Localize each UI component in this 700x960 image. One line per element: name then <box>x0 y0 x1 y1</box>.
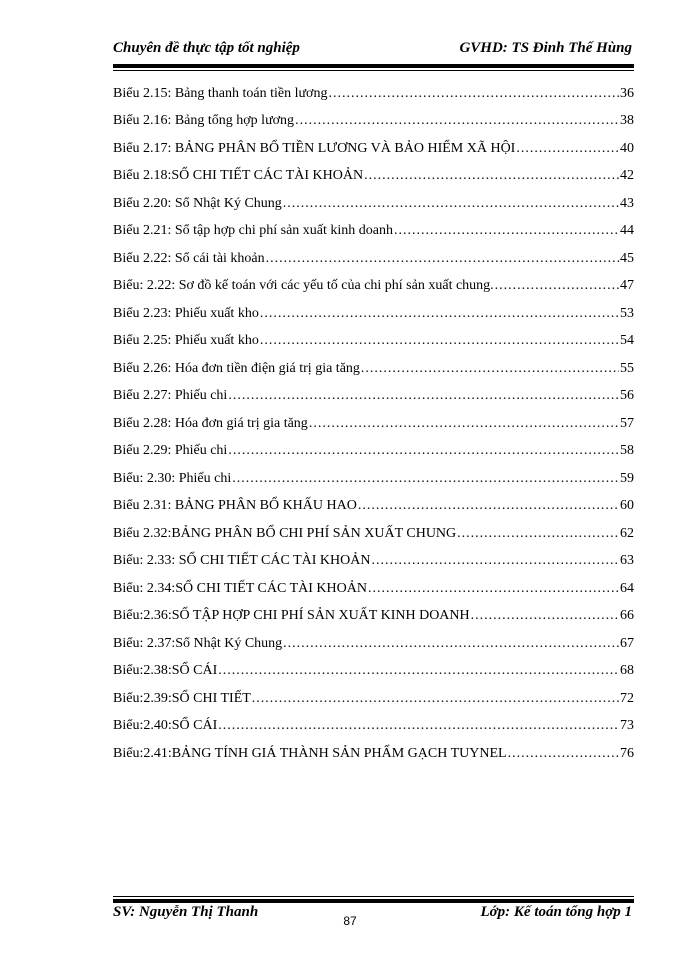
toc-entry <box>113 328 634 356</box>
toc-entry <box>113 300 634 328</box>
toc-leader-dots <box>266 251 619 267</box>
toc-entry-title: Biểu 2.31: BẢNG PHÂN BỔ KHẤU HAO <box>113 498 357 514</box>
toc-entry-page: 44 <box>620 223 634 239</box>
toc-entry <box>113 218 634 246</box>
toc-leader-dots <box>252 691 619 707</box>
toc-leader-dots <box>260 333 619 349</box>
toc-entry <box>113 190 634 218</box>
toc-entry <box>113 713 634 741</box>
toc-entry-title: Biểu 2.16: Bảng tổng hợp lương <box>113 113 295 129</box>
toc-entry-title: Biểu: 2.34:SỔ CHI TIẾT CÁC TÀI KHOẢN <box>113 580 367 596</box>
toc-entry-title: Biểu 2.21: Sổ tập hợp chi phí sản xuất kinh doanh <box>113 223 393 239</box>
toc-entry-title: Biểu: 2.37:Sổ Nhật Ký Chung <box>113 635 283 651</box>
toc-entry-page: 67 <box>620 635 634 651</box>
toc-entry-title: Biểu:2.36:SỔ TẬP HỢP CHI PHÍ SẢN XUẤT KINH DOANH <box>113 608 470 624</box>
toc-entry-title: Biểu 2.20: Sổ Nhật Ký Chung <box>113 195 282 211</box>
toc-entry <box>113 520 634 548</box>
toc-entry-title: Biểu: 2.33: SỔ CHI TIẾT CÁC TÀI KHOẢN <box>113 553 371 569</box>
toc-leader-dots <box>283 196 619 212</box>
toc-entry-page: 58 <box>620 443 634 459</box>
toc-entry-page: 45 <box>620 250 634 266</box>
toc-entry-title: Biểu 2.29: Phiếu chi <box>113 443 228 459</box>
toc-entry <box>113 108 634 136</box>
toc-leader-dots <box>368 581 619 597</box>
toc-entry-title: Biểu:2.38:SỔ CÁI <box>113 663 218 679</box>
toc-entry-title: Biểu 2.32:BẢNG PHÂN BỔ CHI PHÍ SẢN XUẤT CHUNG <box>113 525 457 541</box>
toc-entry-title: Biểu 2.18:SỔ CHI TIẾT CÁC TÀI KHOẢN <box>113 168 364 184</box>
toc-entry-title: Biểu 2.22: Sổ cái tài khoản <box>113 250 265 266</box>
toc-entry-page: 60 <box>620 498 634 514</box>
toc-entry <box>113 383 634 411</box>
toc-entry-page: 53 <box>620 305 634 321</box>
toc-leader-dots <box>394 223 619 239</box>
toc-leader-dots <box>228 388 619 404</box>
toc-entry <box>113 575 634 603</box>
toc-entry <box>113 273 634 301</box>
toc-entry <box>113 493 634 521</box>
toc-leader-dots <box>457 526 619 542</box>
toc-entry <box>113 658 634 686</box>
toc-entry-title: Biểu:2.39:SỔ CHI TIẾT <box>113 690 251 706</box>
toc-entry-page: 55 <box>620 360 634 376</box>
page-number: 87 <box>343 914 357 928</box>
toc-leader-dots <box>361 361 619 377</box>
toc-entry <box>113 80 634 108</box>
header-supervisor: GVHD: TS Đinh Thế Hùng <box>459 40 632 56</box>
toc-leader-dots <box>328 86 619 102</box>
toc-leader-dots <box>471 608 619 624</box>
toc-entry-page: 62 <box>620 525 634 541</box>
toc-leader-dots <box>295 113 619 129</box>
toc-entry-title: Biểu 2.23: Phiếu xuất kho <box>113 305 259 321</box>
toc-entry-page: 66 <box>620 608 634 624</box>
toc-entry-page: 59 <box>620 470 634 486</box>
toc-entry <box>113 438 634 466</box>
toc-entry <box>113 685 634 713</box>
toc-entry <box>113 740 634 768</box>
toc-entry-page: 54 <box>620 333 634 349</box>
toc-entry-title: Biểu: 2.30: Phiếu chi <box>113 470 232 486</box>
toc-entry-page: 38 <box>620 113 634 129</box>
toc-entry-page: 42 <box>620 168 634 184</box>
toc-leader-dots <box>260 306 619 322</box>
toc-entry-title: Biểu:2.40:SỔ CÁI <box>113 718 218 734</box>
toc-leader-dots <box>358 498 619 514</box>
toc-entry-page: 57 <box>620 415 634 431</box>
toc-entry-title: Biểu:2.41:BẢNG TÍNH GIÁ THÀNH SẢN PHẨM GẠCH TUYNEL <box>113 745 507 761</box>
header-rule-thin <box>113 70 634 71</box>
header-title: Chuyên đề thực tập tốt nghiệp <box>113 40 300 56</box>
table-of-contents <box>113 80 634 768</box>
toc-leader-dots <box>218 718 619 734</box>
toc-entry-title: Biểu 2.15: Bảng thanh toán tiền lương <box>113 85 328 101</box>
footer-rule-thin <box>113 896 634 897</box>
toc-leader-dots <box>228 443 619 459</box>
toc-leader-dots <box>218 663 619 679</box>
toc-entry <box>113 410 634 438</box>
toc-entry-title: Biểu 2.25: Phiếu xuất kho <box>113 333 259 349</box>
toc-entry-title: Biểu 2.17: BẢNG PHÂN BỔ TIỀN LƯƠNG VÀ BẢO HIỂM XÃ HỘI <box>113 140 516 156</box>
toc-leader-dots <box>495 278 619 294</box>
toc-entry <box>113 603 634 631</box>
toc-entry-page: 73 <box>620 718 634 734</box>
toc-entry-page: 63 <box>620 553 634 569</box>
toc-entry-title: Biểu 2.27: Phiếu chi <box>113 388 228 404</box>
toc-entry <box>113 465 634 493</box>
toc-leader-dots <box>516 141 619 157</box>
toc-entry-page: 72 <box>620 690 634 706</box>
toc-leader-dots <box>371 553 619 569</box>
toc-entry-title: Biểu 2.26: Hóa đơn tiền điện giá trị gia tăng <box>113 360 360 376</box>
header-rule-thick <box>113 64 634 68</box>
toc-leader-dots <box>232 471 619 487</box>
toc-entry-page: 76 <box>620 745 634 761</box>
toc-entry <box>113 163 634 191</box>
toc-leader-dots <box>309 416 619 432</box>
toc-entry-page: 43 <box>620 195 634 211</box>
toc-entry-page: 56 <box>620 388 634 404</box>
footer-class: Lớp: Kế toán tổng hợp 1 <box>480 904 632 920</box>
footer-rule-thick <box>113 899 634 903</box>
toc-leader-dots <box>283 636 619 652</box>
toc-leader-dots <box>364 168 619 184</box>
toc-entry-page: 40 <box>620 140 634 156</box>
toc-entry <box>113 245 634 273</box>
footer-student: SV: Nguyễn Thị Thanh <box>113 904 259 920</box>
toc-entry <box>113 135 634 163</box>
toc-entry-title: Biểu: 2.22: Sơ đồ kế toán với các yếu tố của chi phí sản xuất chung. <box>113 278 494 294</box>
toc-entry <box>113 630 634 658</box>
toc-leader-dots <box>508 746 619 762</box>
page-header <box>113 40 632 64</box>
toc-entry-title: Biểu 2.28: Hóa đơn giá trị gia tăng <box>113 415 308 431</box>
toc-entry-page: 68 <box>620 663 634 679</box>
toc-entry-page: 47 <box>620 278 634 294</box>
toc-entry <box>113 548 634 576</box>
toc-entry <box>113 355 634 383</box>
toc-entry-page: 64 <box>620 580 634 596</box>
toc-entry-page: 36 <box>620 85 634 101</box>
